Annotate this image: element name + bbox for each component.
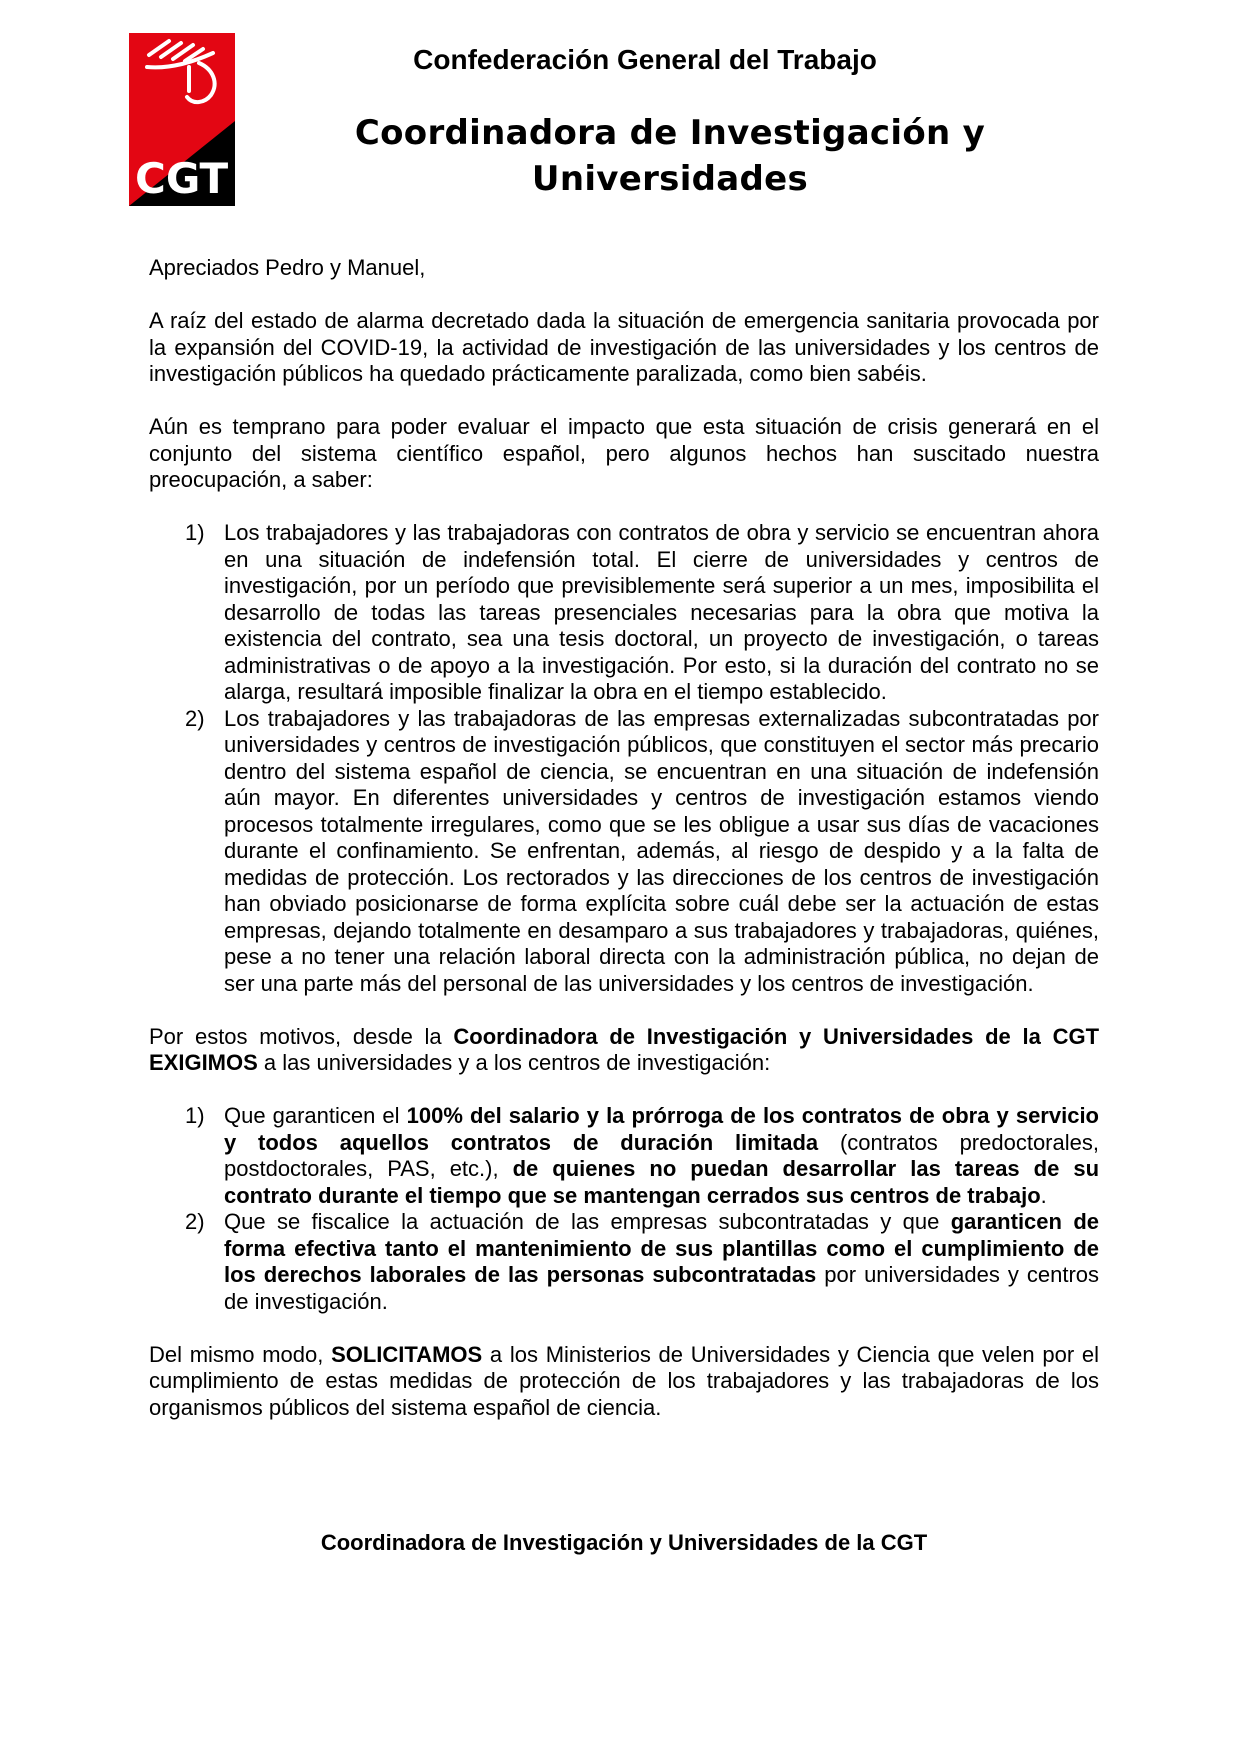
text-segment: (contratos predoctorales, postdoctorales, PAS, etc.), (224, 1129, 1099, 1181)
list-number: 2) (185, 1209, 205, 1234)
text-segment: . (1040, 1182, 1047, 1208)
text-segment: Por estos motivos, desde la (149, 1023, 454, 1049)
paragraph-request (149, 1342, 1099, 1422)
logo-text: CGT (135, 154, 229, 203)
paragraph-intro: A raíz del estado de alarma decretado dada la situación de emergencia sanitaria provocada por la expansión del COVID-19, la actividad de investigación de las universidades y los centros de investigación públicos ha quedado prácticamente paralizada, como bien sabéis. (149, 308, 1099, 386)
list-number: 1) (185, 1103, 205, 1128)
coordinadora-title (250, 110, 1090, 202)
text-segment: Del mismo modo, (149, 1341, 332, 1367)
text-segment: Que se fiscalice la actuación de las empresas subcontratadas y que (224, 1209, 951, 1234)
text-segment: por universidades y centros de investigación. (224, 1262, 1100, 1314)
list-number: 1) (185, 520, 205, 545)
bold-segment: Coordinadora de Investigación y Universidades de la CGT EXIGIMOS (149, 1023, 1100, 1075)
paragraph-concern-intro: Aún es temprano para poder evaluar el impacto que esta situación de crisis generará en el conjunto del sistema científico español, pero algunos hechos han suscitado nuestra preocupación, a saber: (149, 414, 1099, 492)
text-segment: a los Ministerios de Universidades y Ciencia que velen por el cumplimiento de estas medidas de protección de los trabajadores y las trabajadoras de los organismos públicos del sistema español de ciencia. (149, 1341, 1099, 1420)
bold-segment: de quienes no puedan desarrollar las tareas de su contrato durante el tiempo que se mantengan cerrados sus centros de trabajo (224, 1156, 1100, 1208)
list-number: 2) (185, 705, 205, 731)
organization-name: Confederación General del Trabajo (413, 44, 877, 75)
letter-body (149, 255, 1099, 1448)
list-item-text: Los trabajadores y las trabajadoras con contratos de obra y servicio se encuentran ahora en una situación de indefensión total. El cierre de universidades y centros de investigación, por un período que previsiblemente será superior a un mes, imposibilita el desarrollo de todas las tareas presenciales necesarias para la obra que motiva la existencia del contrato, sea una tesis doctoral, un proyecto de investigación, o tareas administrativas o de apoyo a la investigación. Por esto, si la duración del contrato no se alarga, resultará imposible finalizar la obra en el tiempo establecido. (224, 520, 1099, 704)
coordinadora-title-line2: Universidades (531, 159, 809, 199)
list-item (149, 520, 1099, 706)
list-item-text: Los trabajadores y las trabajadoras de las empresas externalizadas subcontratadas por universidades y centros de investigación públicos, que constituyen el sector más precario dentro del sistema español de ciencia, se encuentran en una situación de indefensión aún mayor. En diferentes universidades y centros de investigación estamos viendo procesos totalmente irregulares, como que se les obligue a usar sus días de vacaciones durante el confinamiento. Se enfrentan, además, al riesgo de despido y a la falta de medidas de protección. Los rectorados y las direcciones de los centros de investigación han obviado posicionarse de forma explícita sobre cuál debe ser la actuación de estas empresas, dejando totalmente en desamparo a sus trabajadores y trabajadoras, quiénes, pese a no tener una relación laboral directa con la administración pública, no dejan de ser una parte más del personal de las universidades y los centros de investigación. (224, 705, 1099, 996)
raised-fist-icon (129, 33, 235, 206)
list-item (149, 1103, 1099, 1209)
signature: Coordinadora de Investigación y Universidades de la CGT (320, 1530, 928, 1555)
paragraph-demands-intro (149, 1024, 1099, 1077)
cgt-logo (129, 33, 235, 206)
text-segment: Que garanticen el (224, 1103, 407, 1128)
coordinadora-title-line1: Coordinadora de Investigación y (354, 113, 986, 153)
bold-segment: garanticen de forma efectiva tanto el mantenimiento de sus plantillas como el cumplimiento de los derechos laborales de las personas subcontratadas (224, 1209, 1099, 1287)
bold-segment: 100% del salario y la prórroga de los contratos de obra y servicio y todos aquellos contratos de duración limitada (224, 1103, 1099, 1155)
concerns-list (149, 520, 1099, 997)
list-item (149, 1209, 1099, 1315)
bold-segment: SOLICITAMOS (331, 1341, 483, 1367)
demands-list (149, 1103, 1099, 1315)
greeting: Apreciados Pedro y Manuel, (149, 255, 426, 280)
list-item (149, 706, 1099, 998)
text-segment: a las universidades y a los centros de investigación: (257, 1050, 771, 1075)
